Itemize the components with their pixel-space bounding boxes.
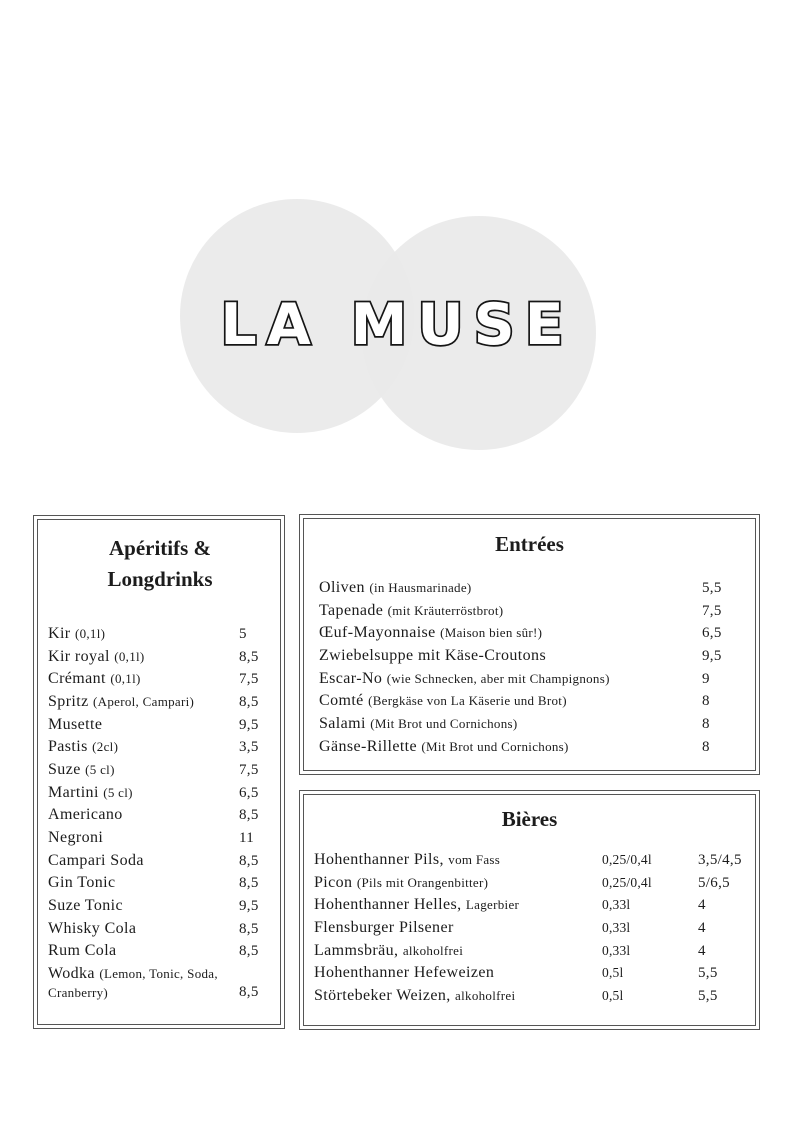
- menu-item-label: [48, 624, 105, 644]
- menu-item-name: Spritz: [48, 693, 89, 710]
- menu-item-label: [319, 669, 610, 689]
- menu-item-price: 9,5: [239, 716, 259, 733]
- menu-item-price: 7,5: [702, 602, 722, 619]
- menu-item-note: (5 cl): [85, 762, 115, 778]
- menu-item-name: Kir: [48, 625, 71, 642]
- menu-item-name: Americano: [48, 806, 123, 824]
- menu-item-price: 8,5: [239, 943, 259, 960]
- menu-item-name: Musette: [48, 715, 103, 733]
- menu-item-label: [319, 737, 569, 757]
- menu-item-label: [48, 941, 117, 961]
- menu-item-price: 4: [698, 942, 706, 959]
- menu-item-name: Crémant: [48, 670, 106, 688]
- menu-item-name: Wodka: [48, 965, 95, 982]
- menu-item-price: 3,5: [239, 739, 259, 756]
- menu-item-price: 11: [239, 830, 255, 847]
- menu-item-name: Salami: [319, 715, 366, 733]
- menu-item-note: vom Fass: [448, 852, 501, 867]
- menu-item-name: Comté: [319, 692, 364, 710]
- menu-item-note: (0,1l): [74, 626, 106, 641]
- menu-item-label: [48, 669, 141, 689]
- menu-item-price: 5,5: [698, 988, 718, 1005]
- entrees-section: [299, 514, 760, 775]
- menu-item-price: 5,5: [698, 965, 718, 982]
- menu-item-note: (in Hausmarinade): [369, 580, 472, 595]
- menu-item-label: [48, 828, 103, 848]
- menu-item-price: 9,5: [702, 648, 722, 664]
- restaurant-name: LA MUSE: [220, 292, 574, 358]
- menu-item-note: alkoholfrei: [455, 988, 516, 1004]
- menu-item-label: [314, 873, 488, 893]
- menu-item-price: 4: [698, 897, 706, 914]
- entrees-heading: Entrées: [495, 532, 564, 556]
- menu-item-label: [314, 941, 463, 961]
- menu-item-note: (Mit Brot und Cornichons): [421, 738, 569, 754]
- menu-item-price: 6,5: [702, 625, 722, 642]
- menu-item-name: Rum Cola: [48, 942, 117, 960]
- menu-item-label: [48, 760, 115, 780]
- menu-item-name: Negroni: [48, 829, 104, 847]
- menu-item-name: Suze: [48, 761, 81, 779]
- menu-item-name: Picon: [314, 873, 353, 891]
- menu-item-name: Gin Tonic: [48, 874, 116, 892]
- menu-item-name: Hohenthanner Hefeweizen: [314, 964, 495, 982]
- bieres-section: [299, 790, 760, 1030]
- menu-item-note: (2cl): [92, 739, 119, 755]
- menu-item-label: [319, 691, 567, 711]
- menu-item-size: 0,25/0,4l: [602, 852, 652, 867]
- menu-item-name: Oliven: [319, 579, 365, 596]
- menu-item-price: 8,5: [239, 984, 259, 1000]
- aperitifs-section: [33, 515, 285, 1029]
- menu-item-note: (wie Schnecken, aber mit Champignons): [386, 670, 610, 686]
- menu-item-name: Escar-No: [319, 669, 383, 687]
- menu-item-price: 8: [702, 716, 710, 733]
- menu-item-name: Zwiebelsuppe mit Käse-Croutons: [319, 647, 547, 664]
- menu-item-size: 0,25/0,4l: [602, 874, 652, 890]
- menu-item-price: 3,5/4,5: [698, 852, 742, 868]
- menu-item-label: [48, 873, 116, 893]
- menu-item-label: [48, 896, 123, 916]
- menu-item-price: 9: [702, 670, 710, 687]
- menu-item-name: Tapenade: [319, 601, 384, 619]
- menu-item-label: [48, 783, 133, 803]
- menu-item-price: 8,5: [239, 694, 259, 710]
- menu-item-note: (5 cl): [103, 784, 133, 800]
- menu-item-price: 8,5: [239, 648, 259, 665]
- menu-item-label: [48, 851, 144, 871]
- menu-item-note: (Mit Brot und Cornichons): [370, 716, 518, 732]
- menu-item-label: [48, 715, 102, 735]
- menu-item-name: Hohenthanner Helles,: [314, 896, 462, 914]
- menu-item-note: (0,1l): [110, 671, 141, 687]
- menu-item-note: (Pils mit Orangenbitter): [356, 874, 489, 890]
- menu-item-note: alkoholfrei: [402, 942, 464, 958]
- menu-item-name: Pastis: [48, 738, 88, 756]
- menu-item-price: 5/6,5: [698, 874, 730, 891]
- menu-item-price: 7,5: [239, 762, 259, 779]
- menu-item-size: 0,33l: [602, 942, 631, 958]
- aperitifs-heading: Apéritifs & Longdrinks: [107, 536, 213, 591]
- menu-item-note: (0,1l): [114, 648, 145, 664]
- menu-item-price: 8,5: [239, 875, 259, 892]
- menu-item-note: (Lemon, Tonic, Soda, Cranberry): [48, 966, 218, 1000]
- menu-item-size: 0,5l: [602, 965, 624, 981]
- menu-item-name: Hohenthanner Pils,: [314, 851, 444, 868]
- menu-item-label: [314, 986, 515, 1006]
- menu-item-name: Flensburger Pilsener: [314, 919, 454, 936]
- menu-item-label: [48, 805, 123, 825]
- menu-item-label: [314, 895, 519, 915]
- menu-item-label: [319, 578, 472, 598]
- menu-item-note: (Maison bien sûr!): [440, 625, 543, 641]
- menu-item-label: [48, 647, 145, 667]
- menu-item-size: 0,5l: [602, 988, 624, 1004]
- menu-item-label: [314, 963, 494, 983]
- menu-item-label: [48, 964, 228, 1002]
- menu-item-size: 0,33l: [602, 897, 631, 913]
- menu-item-name: Whisky Cola: [48, 919, 137, 937]
- menu-item-price: 5,5: [702, 580, 722, 596]
- logo: [0, 0, 793, 480]
- menu-item-label: [319, 623, 542, 643]
- menu-item-name: Suze Tonic: [48, 897, 124, 915]
- menu-item-price: 8: [702, 693, 710, 710]
- menu-item-note: (mit Kräuterröstbrot): [387, 602, 504, 618]
- menu-item-price: 4: [698, 920, 706, 936]
- menu-item-name: Gänse-Rillette: [319, 737, 418, 755]
- menu-item-note: (Bergkäse von La Käserie und Brot): [368, 693, 567, 709]
- menu-item-name: Lammsbräu,: [314, 941, 399, 959]
- menu-item-price: 8,5: [239, 852, 259, 869]
- menu-item-price: 5: [239, 626, 247, 642]
- menu-item-label: [48, 919, 136, 939]
- menu-item-price: 8,5: [239, 807, 259, 824]
- menu-item-label: [319, 601, 503, 621]
- menu-item-name: Campari Soda: [48, 851, 144, 869]
- menu-item-note: (Aperol, Campari): [93, 694, 195, 709]
- menu-item-name: Martini: [48, 783, 99, 801]
- menu-item-label: [314, 850, 500, 870]
- menu-item-label: [319, 714, 518, 734]
- menu-item-price: 9,5: [239, 898, 259, 915]
- menu-item-name: Störtebeker Weizen,: [314, 987, 451, 1005]
- menu-item-name: Œuf-Mayonnaise: [319, 624, 436, 642]
- menu-item-label: [319, 646, 546, 666]
- menu-item-size: 0,33l: [602, 920, 631, 935]
- menu-item-price: 8,5: [239, 920, 259, 937]
- menu-item-label: [48, 737, 118, 757]
- menu-item-label: [314, 918, 454, 938]
- menu-item-note: Lagerbier: [465, 897, 520, 913]
- menu-item-price: 8: [702, 738, 710, 755]
- menu-item-price: 6,5: [239, 784, 259, 801]
- bieres-heading: Bières: [501, 807, 558, 831]
- menu-item-price: 7,5: [239, 671, 259, 688]
- menu-item-name: Kir royal: [48, 647, 110, 665]
- menu-item-label: [48, 692, 194, 712]
